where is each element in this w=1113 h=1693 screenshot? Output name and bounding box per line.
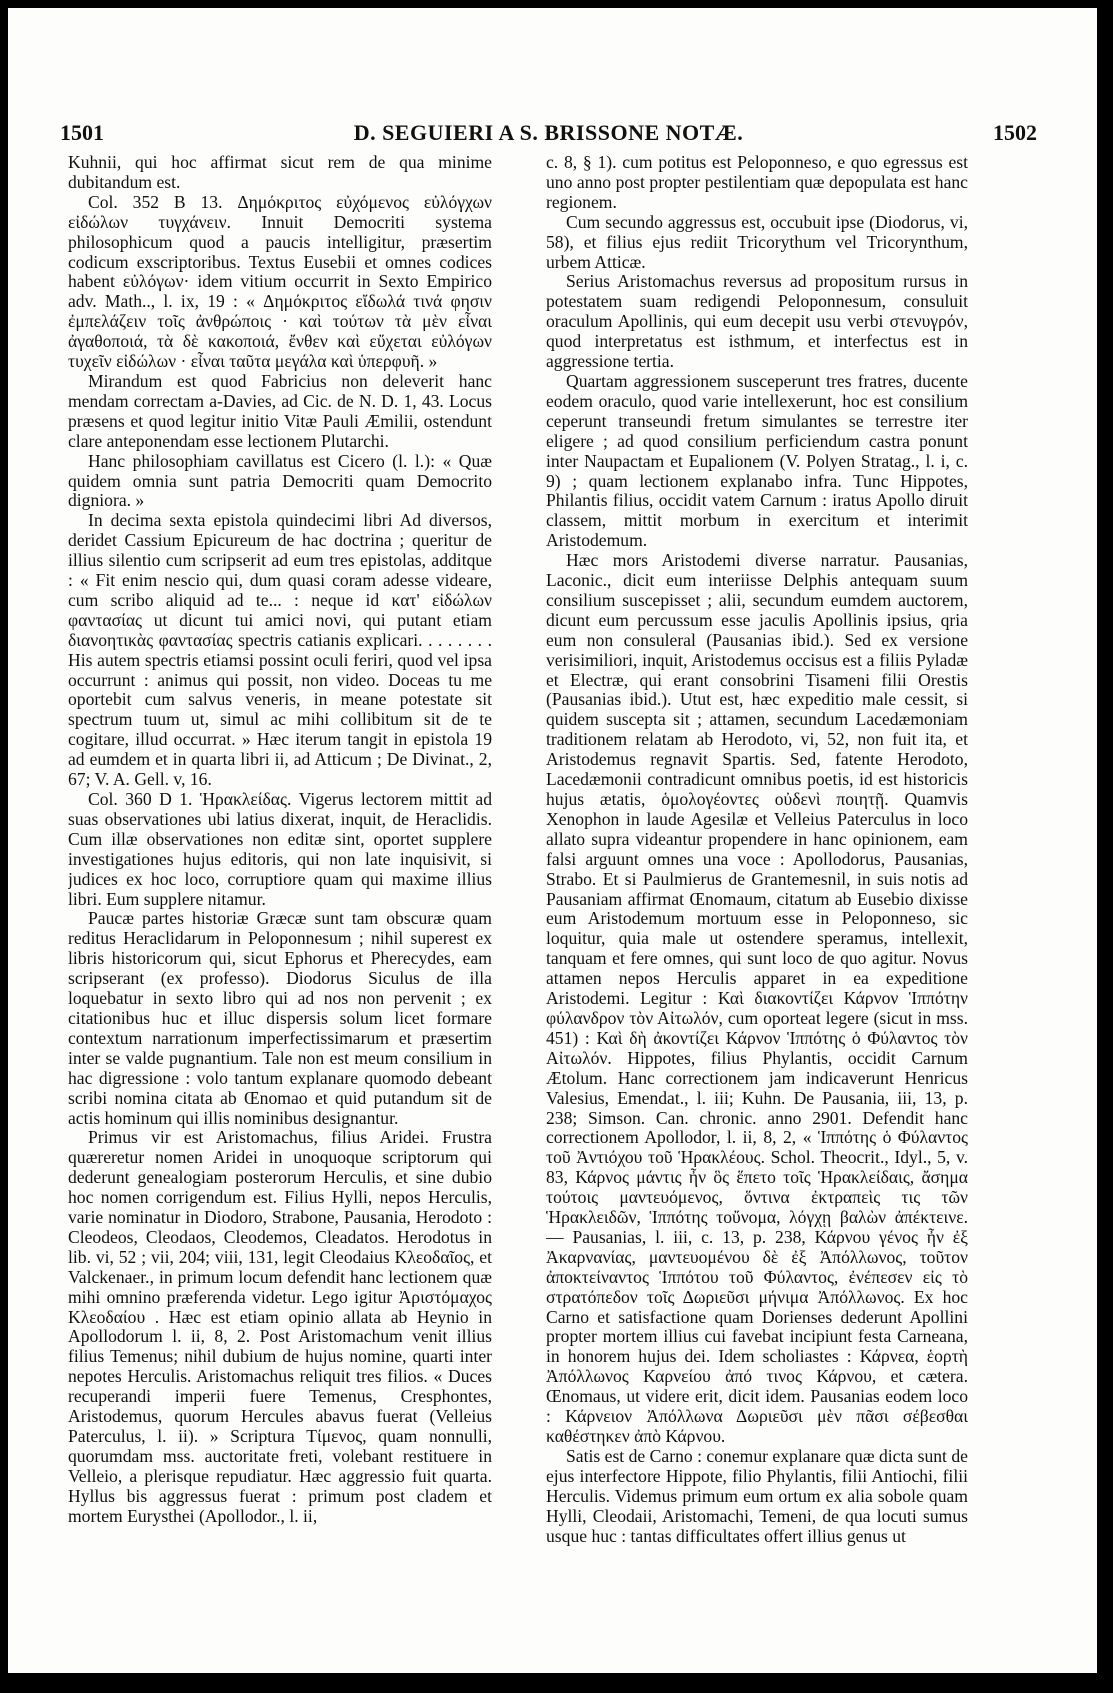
paragraph: Satis est de Carno : conemur explanare quæ dicta sunt de ejus interfectore Hippote, filio Phylantis, filii Antiochi, filii Herculis. Videmus primum eum ortum ex alia sobole quam Hylli, Cleodaii, Aristomachi, Temeni, de qua locuti sumus usque huc : tantas difficultates offert illius genus ut	[546, 1445, 968, 1546]
paragraph: Paucæ partes historiæ Græcæ sunt tam obscuræ quam reditus Heraclidarum in Peloponnesum ; nihil superest ex libris historicorum qui, sicut Ephorus et Pherecydes, eam scripserant (ex professo). Diodorus Siculus de illa loquebatur in sexto libro qui ad nos non pervenit ; ex citationibus huc et illuc dispersis solum licet formare contextum narrationum imperfectissimarum et præsertim inter se valde pugnantium. Tale non est meum consilium in hac digressione : volo tantum explanare quomodo debeant scribi nomina citata ab Œnomao et quid putandum sit de actis hominum qui illis nominibus designantur.	[68, 908, 492, 1128]
book-page	[8, 8, 1097, 1673]
paragraph: Serius Aristomachus reversus ad propositum rursus in potestatem suam redigendi Peloponnesum, consuluit oraculum Apollinis, qui eum decepit usu verbi στενυγρόν, quod interpretatus est isthmum, et interfectus est in aggressione tertia.	[546, 271, 968, 372]
paragraph: In decima sexta epistola quindecimi libri Ad diversos, deridet Cassium Epicureum de hac doctrina ; queritur de illius silentio cum scripserit ad eum tres epistolas, additque : « Fit enim nescio qui, dum quasi coram adesse videare, cum scribo aliquid ad te... : neque id κατ' εἰδώλων φαντασίας ut dicunt tui amici novi, qui putant etiam διανοητικὰς φαντασίας spectris catianis explicari. . . . . . . . His autem spectris etiamsi possint oculi feriri, quod vel ipsa occurrunt : animus qui possit, non video. Doceas tu me oportebit cum salvus veneris, in meane potestate sit spectrum tuum ut, simul ac mihi collibitum sit de te cogitare, illud occurrat. » Hæc iterum tangit in epistola 19 ad eumdem et in quarta libri ii, ad Atticum ; De Divinat., 2, 67; V. A. Gell. v, 16.	[68, 510, 492, 790]
page-number-left: 1501	[60, 120, 104, 145]
paragraph: Quartam aggressionem susceperunt tres fratres, ducente eodem oraculo, quod varie intellexerunt, hoc est consilium ceperunt transeundi fretum simulantes se terrestre iter eligere ; ad quod consilium perficiendum castra ponunt inter Naupactam et Eupalionem (V. Polyen Stratag., l. i, c. 9) ; quam lectionem explanabo infra. Tunc Hippotes, Philantis filius, occidit vatem Carnum : iratus Apollo diruit classem, mittit morbum in exercitum et interimit Aristodemum.	[546, 370, 968, 551]
running-title: D. SEGUIERI A S. BRISSONE NOTÆ.	[353, 120, 744, 145]
paragraph: Hanc philosophiam cavillatus est Cicero (l. l.): « Quæ quidem omnia sunt patria Democriti quam Democrito digniora. »	[68, 450, 492, 511]
paragraph: Kuhnii, qui hoc affirmat sicut rem de qua minime dubitandum est.	[68, 153, 492, 192]
paragraph: Cum secundo aggressus est, occubuit ipse (Diodorus, vi, 58), et filius ejus rediit Tricorythum vel Tricorynthum, urbem Atticæ.	[546, 211, 968, 272]
paragraph: Col. 352 B 13. Δημόκριτος εὐχόμενος εὐλόγχων εἰδώλων τυγχάνειν. Innuit Democriti systema philosophicum quod a paucis intelligitur, præsertim codicum exscriptoribus. Textus Eusebii et omnes codices habent εὐλόγων· idem vitium occurrit in Sexto Empirico adv. Math.., l. ix, 19 : « Δημόκριτος εἴδωλά τινά φησιν ἐμπελάζειν τοῖς ἀνθρώποις · καὶ τούτων τὰ μὲν εἶναι ἀγαθοποιά, τὰ δὲ κακοποιά, ἔνθεν καὶ εὔχεται εὐλόγων τυχεῖν εἰδώλων · εἶναι ταῦτα μεγάλα καὶ ὑπερφυῆ. »	[68, 191, 492, 372]
right-column	[546, 153, 968, 1663]
paragraph: c. 8, § 1). cum potitus est Peloponneso, e quo egressus est uno anno post propter pestilentiam quæ depopulata est hanc regionem.	[546, 153, 968, 212]
running-header	[60, 120, 1037, 150]
paragraph: Mirandum est quod Fabricius non deleverit hanc mendam correctam a-Davies, ad Cic. de N. D. 1, 43. Locus præsens et quod legitur initio Vitæ Pauli Æmilii, ostendunt clare anteponendam esse lectionem Plutarchi.	[68, 370, 492, 451]
paragraph: Hæc mors Aristodemi diverse narratur. Pausanias, Laconic., dicit eum interiisse Delphis antequam suum consilium suscepisset ; alii, secundum eumdem auctorem, dicunt eum percussum esse jaculis Apollinis ipsius, qria eum non consuleral (Pausanias ibid.). Sed ex versione verisimiliori, inquit, Aristodemus occisus est a filiis Pyladæ et Electræ, qui erant consobrini Tisameni filii Orestis (Pausanias ibid.). Utut est, hæc expeditio male cessit, si quidem suscepta sit ; attamen, secundum Lacedæmoniam traditionem relatam ab Herodoto, vi, 52, non fuit ita, et Aristodemus regnavit Spartis. Sed, fatente Herodoto, Lacedæmonii contradicunt omnibus poetis, id est historicis hujus ætatis, ὁμολογέοντες οὐδενὶ ποιητῇ. Quamvis Xenophon in laude Agesilæ et Velleius Paterculus in loco allato supra videantur propendere in hanc opinionem, eam falsi arguunt omnes una voce : Apollodorus, Pausanias, Strabo. Et si Paulmierus de Grantemesnil, in suis notis ad Pausaniam affirmat Œnomaum, citatum ab Eusebio dixisse eum Aristodemum mortuum esse in Peloponneso, sic loquitur, quia male ut ostendere speramus, intellexit, tanquam et fere omnes, qui sunt loco de quo agitur. Novus attamen nepos Herculis apparet in ea expeditione Aristodemi. Legitur : Καὶ διακοντίζει Κάρνον Ἱππότην φύλανδρον τὸν Αἰτωλόν, cum oporteat legere (sicut in mss. 451) : Καὶ δὴ ἀκοντίζει Κάρνον Ἱππότης ὁ Φύλαντος τὸν Αἰτωλόν. Hippotes, filius Phylantis, occidit Carnum Ætolum. Hanc correctionem jam indicaverunt Henricus Valesius, Emendat., l. iii; Kuhn. De Pausania, iii, 13, p. 238; Simson. Can. chronic. anno 2901. Defendit hanc correctionem Apollodor, l. ii, 8, 2, « Ἱππότης ὁ Φύλαντος τοῦ Ἀντιόχου τοῦ Ἡρακλέους. Schol. Theocrit., Idyl., 5, v. 83, Κάρνος μάντις ἦν ὃς ἕπετο τοῖς Ἡρακλείδαις, ἄσημα τούτοις μαντευόμενος, ὅντινα ἐκτραπεὶς τις τῶν Ἡρακλειδῶν, Ἱππότης τοὔνομα, λόγχῃ βαλὼν ἀπέκτεινε. — Pausanias, l. iii, c. 13, p. 238, Κάρνου γένος ἦν ἐξ Ἀκαρνανίας, μαντευομένου δὲ ἐξ Ἀπόλλωνος, τοῦτον ἀποκτείναντος Ἱππότου τοῦ Φύλαντος, ἐνέπεσεν εἰς τὸ στρατόπεδον τοῖς Δωριεῦσι μήνιμα Ἀπόλλωνος. Ex hoc Carno et satisfactione quam Dorienses dederunt Apollini propter mortem illius cui favebat incipiunt festa Carneana, in honorem hujus dei. Idem scholiastes : Κάρνεα, ἑορτὴ Ἀπόλλωνος Καρνείου ἀπό τινος Κάρνου, et cætera. Œnomaus, ut videre erit, dicit idem. Pausanias eodem loco : Κάρνειον Ἀπόλλωνα Δωριεῦσι μὲν πᾶσι σέβεσθαι καθέστηκεν ἀπὸ Κάρνου.	[546, 550, 968, 1446]
paragraph: Primus vir est Aristomachus, filius Aridei. Frustra quæreretur nomen Aridei in unoquoque scriptorum qui dederunt genealogiam posterorum Herculis, et sine dubio hoc nomen corrigendum est. Filius Hylli, nepos Herculis, varie nominatur in Diodoro, Strabone, Pausania, Herodoto : Cleodeos, Cleodaos, Cleodemos, Cleadatos. Herodotus in lib. vi, 52 ; vii, 204; viii, 131, legit Cleodaius Κλεοδαῖος, et Valckenaer., in primum locum defendit hanc lectionem quæ mihi omnino præferenda videtur. Lego igitur Ἀριστόμαχος Κλεοδαίου . Hæc est etiam opinio allata ab Heynio in Apollodorum l. ii, 8, 2. Post Aristomachum venit illius filius Temenus; nihil dubium de hujus nomine, quarti inter nepotes Herculis. Aristomachus reliquit tres filios. « Duces recuperandi imperii fuere Temenus, Cresphontes, Aristodemus, quorum Hercules abavus fuerat (Velleius Paterculus, l. ii). » Scriptura Τίμενος, quam nonnulli, quorumdam mss. auctoritate freti, volebant restituere in Velleio, a plerisque repudiatur. Hæc aggressio fuit quarta. Hyllus bis aggressus fuerat : primum post cladem et mortem Eurysthei (Apollodor., l. ii,	[68, 1127, 492, 1526]
page-number-right: 1502	[993, 120, 1037, 145]
left-column	[68, 153, 492, 1663]
paragraph: Col. 360 D 1. Ἡρακλείδας. Vigerus lectorem mittit ad suas observationes ubi latius dixerat, inquit, de Heraclidis. Cum illæ observationes non editæ sint, oportet supplere investigationes hujus editoris, qui non late inquisivit, si judices ex hoc loco, corruptiore quam qui maxime illius libri. Eum supplere nitamur.	[68, 789, 492, 909]
